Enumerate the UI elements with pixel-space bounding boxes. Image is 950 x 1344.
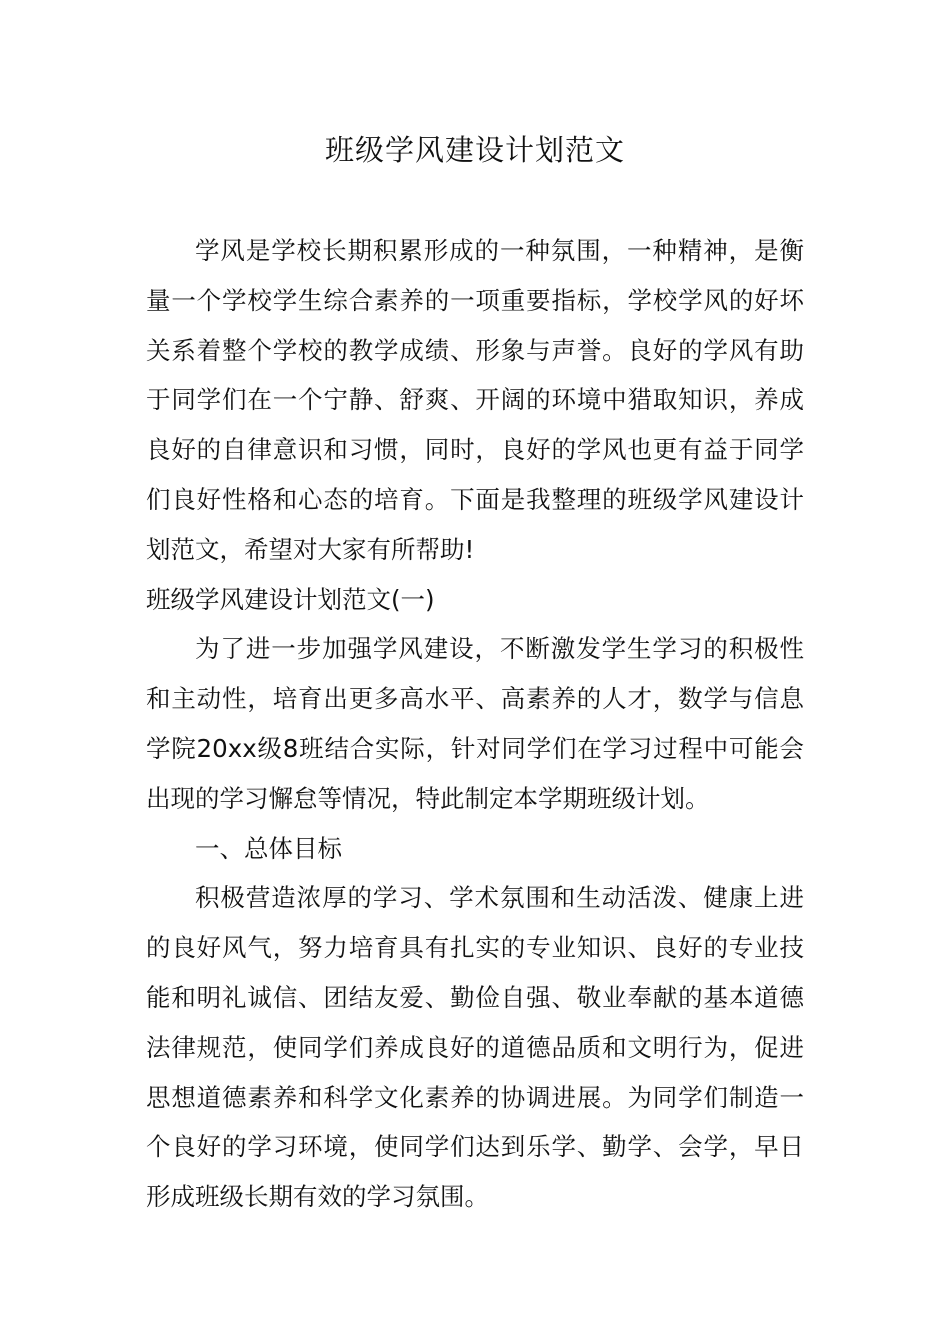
intro-paragraph: 学风是学校长期积累形成的一种氛围，一种精神，是衡量一个学校学生综合素养的一项重要指标，学校学风的好坏关系着整个学校的教学成绩、形象与声誉。良好的学风有助于同学们在一个宁静、舒爽、开阔的环境中猎取知识，养成良好的自律意识和习惯，同时，良好的学风也更有益于同学们良好性格和心态的培育。下面是我整理的班级学风建设计划范文，希望对大家有所帮助! (146, 236, 804, 564)
goal-paragraph: 积极营造浓厚的学习、学术氛围和生动活泼、健康上进的良好风气，努力培育具有扎实的专业知识、良好的专业技能和明礼诚信、团结友爱、勤俭自强、敬业奉献的基本道德法律规范，使同学们养成良好的道德品质和文明行为，促进思想道德素养和科学文化素养的协调进展。为同学们制造一个良好的学习环境，使同学们达到乐学、勤学、会学，早日形成班级长期有效的学习氛围。 (146, 883, 804, 1212)
section-heading: 班级学风建设计划范文(一) (146, 584, 435, 614)
document-title: 班级学风建设计划范文 (324, 133, 625, 167)
goal-heading: 一、总体目标 (195, 833, 342, 863)
section-intro-paragraph: 为了进一步加强学风建设，不断激发学生学习的积极性和主动性，培育出更多高水平、高素养的人才，数学与信息学院20xx级8班结合实际，针对同学们在学习过程中可能会出现的学习懈怠等情况，特此制定本学期班级计划。 (146, 634, 804, 813)
document-body (146, 226, 804, 1222)
